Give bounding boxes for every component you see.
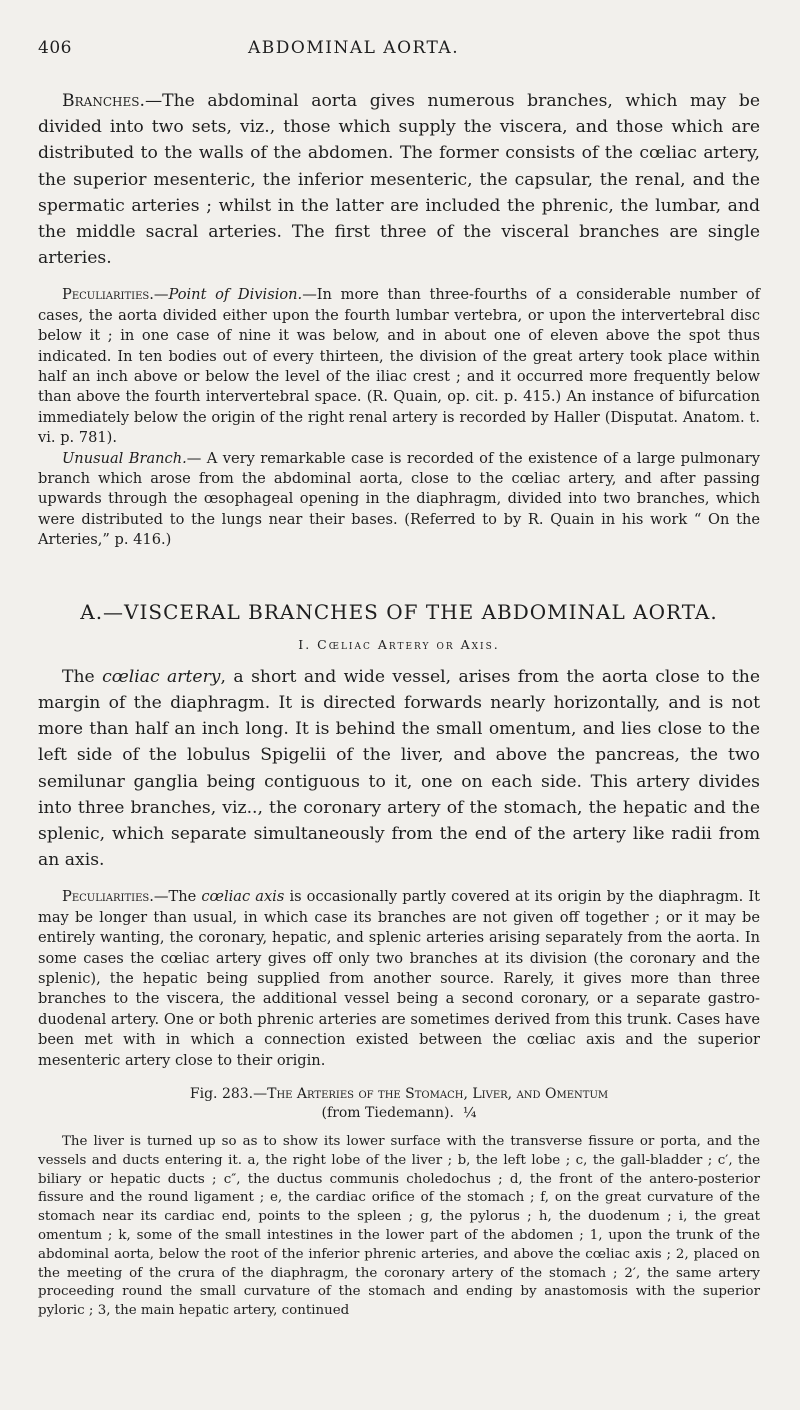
peculiarities-coeliac-text-b: is occasionally partly covered at its origin by the diaphragm. It may be longer than usual, in which case its branches are not given off together ; or it may be entirely wanting, the coronary, hepatic, and splenic arteries arising separately from the aorta. In some cases the cœliac artery gives off only two branches at its division (the coronary and the splenic), the hepatic being supplied from another source. Rarely, it gives more than three branches to the viscera, the additional vessel being a second coronary, or a separate gastro-duodenal artery. One or both phrenic arteries are sometimes derived from this trunk. Cases have been met with in which a connection existed between the cœliac axis and the superior mesenteric artery close to their origin. [38, 888, 760, 1069]
peculiarities-label: Peculiarities. [62, 286, 154, 304]
page-number: 406 [38, 38, 72, 58]
peculiarities-coeliac-paragraph [38, 887, 760, 1071]
coeliac-lead: The [62, 666, 103, 687]
unusual-branch-text: — A very remarkable case is recorded of the existence of a large pulmonary branch which arose from the abdominal aorta, close to the cœliac artery, and after passing upwards through the œsophageal opening in the diaphragm, divided into two branches, which were distributed to the lungs near their bases. (Referred to by R. Quain in his work “ On the Arteries,” p. 416.) [38, 449, 760, 549]
peculiarities-coeliac-text-a: —The [153, 888, 202, 906]
unusual-branch-label: Unusual Branch. [62, 449, 187, 467]
coeliac-paragraph [38, 664, 760, 874]
figure-number: Fig. 283. [189, 1085, 254, 1102]
peculiarities-division-text: —In more than three-fourths of a considerable number of cases, the aorta divided either upon the fourth lumbar vertebra, or upon the intervertebral disc below it ; in one case of nine it was below, and in about one of eleven above the spot thus indicated. In ten bodies out of every thirteen, the division of the great artery took place within half an inch above or below the level of the iliac crest ; and it occurred more frequently below than above the fourth intervertebral space. (R. Quain, op. cit. p. 415.) An instance of bifurcation immediately below the origin of the right renal artery is recorded by Haller (Disputat. Anatom. t. vi. p. 781). [38, 286, 761, 447]
figure-caption [38, 1085, 760, 1123]
figure-legend: The liver is turned up so as to show its lower surface with the transverse fissure or porta, and the vessels and ducts entering it. a, the right lobe of the liver ; b, the left lobe ; c, the gall-bladder ; c′, the biliary or hepatic ducts ; c″, the ductus communis choledochus ; d, the front of the antero-posterior fissure and the round ligament ; e, the cardiac orifice of the stomach ; f, on the great curvature of the stomach near its cardiac end, points to the spleen ; g, the pylorus ; h, the duodenum ; i, the great omentum ; k, some of the small intestines in the lower part of the abdomen ; 1, upon the trunk of the abdominal aorta, below the root of the inferior phrenic arteries, and above the cœliac axis ; 2, placed on the meeting of the crura of the diaphragm, the coronary artery of the stomach ; 2′, the same artery proceeding round the small curvature of the stomach and ending by anastomosis with the superior pyloric ; 3, the main hepatic artery, continued [38, 1133, 760, 1319]
figure-source-line [38, 1104, 760, 1123]
figure-title: —The Arteries of the Stomach, Liver, and Omentum [253, 1085, 609, 1102]
running-head [38, 38, 760, 66]
figure-title-line [38, 1085, 760, 1104]
branches-text: —The abdominal aorta gives numerous branches, which may be divided into two sets, viz., those which supply the viscera, and those which are distributed to the walls of the abdomen. The former consists of the cœliac artery, the superior mesenteric, the inferior mesenteric, the capsular, the renal, and the spermatic arteries ; whilst in the latter are included the phrenic, the lumbar, and the middle sacral arteries. The first three of the visceral branches are single arteries. [38, 91, 760, 269]
coeliac-artery-term: cœliac artery [102, 666, 221, 687]
section-heading: A.—VISCERAL BRANCHES OF THE ABDOMINAL AORTA. [80, 599, 718, 624]
figure-source: (from Tiedemann). [321, 1104, 454, 1121]
unusual-branch-paragraph [38, 449, 760, 551]
peculiarities-dash: — [153, 286, 169, 304]
peculiarities-division-paragraph [38, 285, 760, 448]
point-of-division-label: Point of Division. [168, 286, 303, 304]
peculiarities-coeliac-label: Peculiarities. [62, 888, 154, 906]
running-title: ABDOMINAL AORTA. [248, 38, 460, 58]
branches-label: Branches. [62, 91, 145, 111]
coeliac-axis-term: cœliac axis [201, 888, 285, 906]
sub-heading: I. Cœliac Artery or Axis. [298, 636, 500, 652]
figure-scale: ¼ [462, 1104, 477, 1121]
coeliac-text: , a short and wide vessel, arises from the aorta close to the margin of the diaphragm. It is directed forwards nearly horizontally, and is not more than half an inch long. It is behind the small omentum, and lies close to the left side of the lobulus Spigelii of the liver, and above the pancreas, the two semilunar ganglia being contiguous to it, one on each side. This artery divides into three branches, viz.., the coronary artery of the stomach, the hepatic and the splenic, which separate simultaneously from the end of the artery like radii from an axis. [38, 666, 761, 871]
branches-paragraph [38, 88, 760, 271]
